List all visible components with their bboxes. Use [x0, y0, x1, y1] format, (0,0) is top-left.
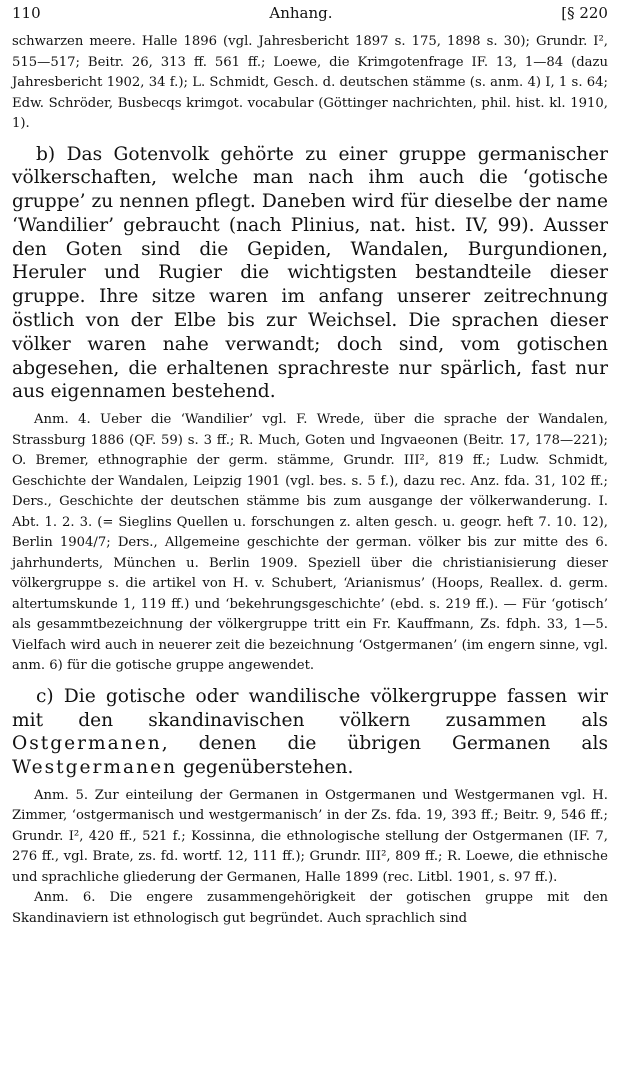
header-title: Anhang. [269, 4, 333, 22]
term-ostgermanen: Ostgermanen [12, 733, 162, 755]
section-mark: [§ 220 [561, 4, 608, 22]
page-number: 110 [12, 4, 41, 22]
term-westgermanen: Westgermanen [12, 757, 178, 779]
running-header [12, 4, 608, 32]
note-anm-4: Anm. 4. Ueber die ‘Wandilier’ vgl. F. Wrede, über die sprache der Wandalen, Strassburg 1886 (QF. 59) s. 3 ff.; R. Much, Goten und Ingvaeonen (Beitr. 17, 178—221); O. Bremer, ethnographie der germ. stämme, Grundr. III², 819 ff.; Ludw. Schmidt, Geschichte der Wandalen, Leipzig 1901 (vgl. bes. s. 5 f.), dazu rec. Anz. fda. 31, 102 ff.; Ders., Geschichte der deutschen stämme bis zum ausgange der völkerwanderung. I. Abt. 1. 2. 3. (= Sieglins Quellen u. forschungen z. alten gesch. u. geogr. heft 7. 10. 12), Berlin 1904/7; Ders., Allgemeine geschichte der german. völker bis zur mitte des 6. jahrhunderts, München u. Berlin 1909. Speziell über die christianisierung dieser völkergruppe s. die artikel von H. v. Schubert, ‘Arianismus’ (Hoops, Reallex. d. germ. altertumskunde 1, 119 ff.) und ‘bekehrungsgeschichte’ (ebd. s. 219 ff.). — Für ‘gotisch’ als gesammtbezeichnung der völkergruppe tritt ein Fr. Kauffmann, Zs. fdph. 33, 1—5. Vielfach wird auch in neuerer zeit die bezeichnung ‘Ostgermanen’ (im engern sinne, vgl. anm. 6) für die gotische gruppe angewendet. [12, 412, 608, 674]
paragraph-b: b) Das Gotenvolk gehörte zu einer gruppe germanischer völkerschaften, welche man nach ihm auch die ‘gotische gruppe’ zu nennen pflegt. Daneben wird für dieselbe der name ‘Wandilier’ gebraucht (nach Plinius, nat. hist. IV, 99). Ausser den Goten sind die Gepiden, Wandalen, Burgundionen, Heruler und Rugier die wichtigsten bestandteile dieser gruppe. Ihre sitze waren im anfang unserer zeitrechnung östlich von der Elbe bis zur Weichsel. Die sprachen dieser völker waren nahe verwandt; doch sind, vom gotischen abgesehen, die erhaltenen sprachreste nur spärlich, fast nur aus eigennamen bestehend. [12, 143, 608, 403]
paragraph-c-text-3: gegenüberstehen. [177, 757, 354, 779]
paragraph-c-text-1: c) Die gotische oder wandilische völkergruppe fassen wir mit den skandinavischen völkern zusammen als [12, 685, 608, 731]
note-anm-5: Anm. 5. Zur einteilung der Germanen in Ostgermanen und Westgermanen vgl. H. Zimmer, ‘ostgermanisch und westgermanisch’ in der Zs. fda. 19, 393 ff.; Beitr. 9, 546 ff.; Grundr. I², 420 ff., 521 f.; Kossinna, die ethnologische stellung der Ostgermanen (IF. 7, 276 ff., vgl. Brate, zs. fd. wortf. 12, 111 ff.); Grundr. III², 809 ff.; R. Loewe, die ethnische und sprachliche gliederung der Germanen, Halle 1899 (rec. Litbl. 1901, s. 97 ff.). [12, 787, 608, 885]
continued-references: schwarzen meere. Halle 1896 (vgl. Jahresbericht 1897 s. 175, 1898 s. 30); Grundr. I², 515—517; Beitr. 26, 313 ff. 561 ff.; Loewe, die Krimgotenfrage IF. 13, 1—84 (dazu Jahresbericht 1902, 34 f.); L. Schmidt, Gesch. d. deutschen stämme (s. anm. 4) I, 1 s. 64; Edw. Schröder, Busbecqs krimgot. vocabular (Göttinger nachrichten, phil. hist. kl. 1910, 1). [12, 34, 608, 131]
note-anm-6: Anm. 6. Die engere zusammengehörigkeit der gotischen gruppe mit den Skandinaviern ist ethnologisch gut begründet. Auch sprachlich sind [12, 890, 608, 926]
paragraph-c-text-2: , denen die übrigen Germanen als [161, 733, 608, 755]
paragraph-c [12, 685, 608, 780]
